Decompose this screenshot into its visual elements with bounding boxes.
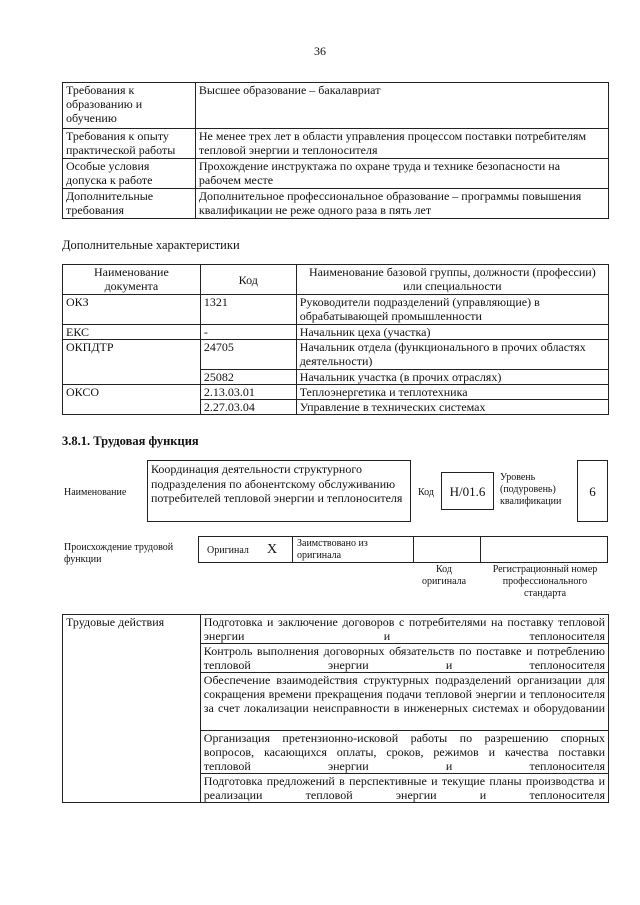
table-row <box>63 615 609 644</box>
function-code: H/01.6 <box>441 472 494 510</box>
table-row <box>63 129 609 159</box>
name-cell: Начальник отдела (функционального в прочих областях деятельности) <box>296 340 608 370</box>
borrowed-label: Заимствовано из оригинала <box>297 538 368 561</box>
column-header: Наименование документа <box>63 265 201 295</box>
table-row <box>63 189 609 219</box>
divider <box>480 537 481 562</box>
origin-label: Происхождение трудовой функции <box>64 542 174 565</box>
name-cell: Начальник цеха (участка) <box>296 325 608 340</box>
requirement-value: Высшее образование – бакалавриат <box>195 83 608 129</box>
table-row <box>63 83 609 129</box>
requirement-label: Требования к опыту практической работы <box>63 129 196 159</box>
requirements-table <box>62 82 609 219</box>
name-label: Наименование <box>64 487 127 498</box>
action-item: Организация претензионно-исковой работы по разрешению спорных вопросов, касающихся оплаты, сроков, режимов и качества поставки тепловой энергии и теплоносителя <box>200 731 608 774</box>
requirement-label: Дополнительные требования <box>63 189 196 219</box>
function-name: Координация деятельности структурного подразделения по абонентскому обслуживанию потребителей тепловой энергии и теплоносителя <box>147 460 411 522</box>
action-item: Подготовка и заключение договоров с потребителями на поставку тепловой энергии и теплоносителя <box>200 615 608 644</box>
code-cell: 25082 <box>200 370 296 385</box>
requirement-value: Прохождение инструктажа по охране труда и технике безопасности на рабочем месте <box>195 159 608 189</box>
table-row <box>63 295 609 325</box>
column-header: Код <box>200 265 296 295</box>
section-title: 3.8.1. Трудовая функция <box>62 434 199 448</box>
actions-table <box>62 614 609 803</box>
code-caption: Код оригинала <box>421 564 467 587</box>
code-cell: 24705 <box>200 340 296 370</box>
action-item: Подготовка предложений в перспективные и текущие планы производства и реализации тепловой энергии и теплоносителя <box>200 774 608 803</box>
page-number: 36 <box>314 44 326 58</box>
name-cell: Руководители подразделений (управляющие) в обрабатывающей промышленности <box>296 295 608 325</box>
requirement-value: Дополнительное профессиональное образование – программы повышения квалификации не реже одного раза в пять лет <box>195 189 608 219</box>
doc-cell: ЕКС <box>63 325 201 340</box>
requirement-label: Требования к образованию и обучению <box>63 83 196 129</box>
action-item: Контроль выполнения договорных обязательств по поставке и потреблению тепловой энергии и теплоносителя <box>200 644 608 673</box>
actions-label: Трудовые действия <box>63 615 201 803</box>
original-label: Оригинал <box>207 545 249 556</box>
code-cell: - <box>200 325 296 340</box>
code-label: Код <box>418 487 434 498</box>
column-header: Наименование базовой группы, должности (профессии) или специальности <box>296 265 608 295</box>
additional-title: Дополнительные характеристики <box>62 238 240 252</box>
table-row <box>63 340 609 370</box>
doc-cell: ОКПДТР <box>63 340 201 385</box>
level-value: 6 <box>577 460 608 522</box>
origin-row <box>198 536 608 563</box>
doc-cell: ОКЗ <box>63 295 201 325</box>
doc-cell: ОКСО <box>63 385 201 415</box>
code-cell: 2.13.03.01 <box>200 385 296 400</box>
requirement-value: Не менее трех лет в области управления процессом поставки потребителям тепловой энергии и теплоносителя <box>195 129 608 159</box>
name-cell: Теплоэнергетика и теплотехника <box>296 385 608 400</box>
divider <box>292 537 293 562</box>
code-cell: 1321 <box>200 295 296 325</box>
table-header-row <box>63 265 609 295</box>
action-item: Обеспечение взаимодействия структурных подразделений организации для сокращения времени прекращения подачи тепловой энергии и теплоносителя за счет локализации неисправности в инженерных системах и оборудовании <box>200 673 608 731</box>
table-row <box>63 385 609 400</box>
code-cell: 2.27.03.04 <box>200 400 296 415</box>
name-cell: Начальник участка (в прочих отраслях) <box>296 370 608 385</box>
original-mark: X <box>267 542 278 557</box>
name-cell: Управление в технических системах <box>296 400 608 415</box>
characteristics-table <box>62 264 609 415</box>
level-label: Уровень (подуровень) квалификации <box>500 472 562 507</box>
divider <box>413 537 414 562</box>
requirement-label: Особые условия допуска к работе <box>63 159 196 189</box>
registration-caption: Регистрационный номер профессионального стандарта <box>492 564 598 599</box>
table-row <box>63 159 609 189</box>
table-row <box>63 325 609 340</box>
